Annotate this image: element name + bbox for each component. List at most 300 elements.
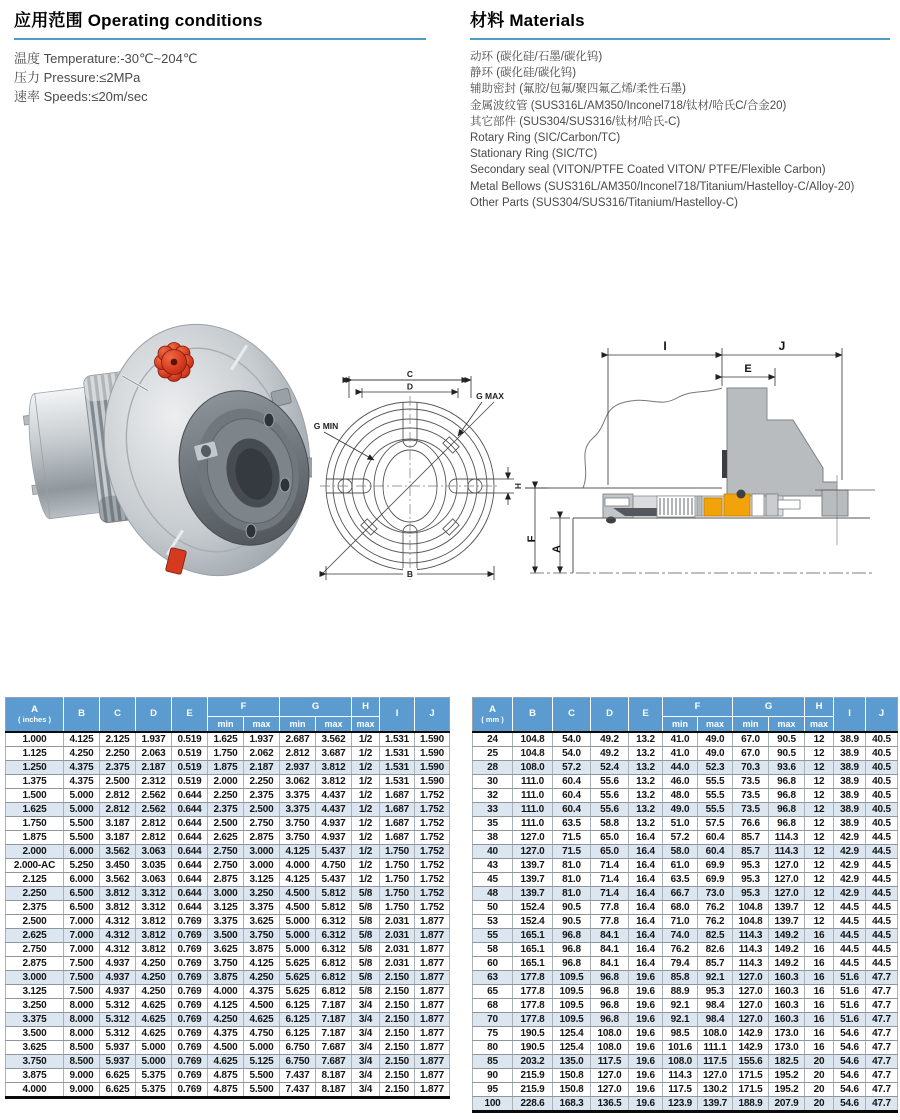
dimension-cell: 2.625: [6, 929, 64, 943]
dimension-cell: 4.250: [64, 747, 100, 761]
dimension-cell: 40.5: [866, 761, 898, 775]
dim-label-e: E: [744, 363, 752, 375]
col-header-a-unit: ( mm ): [481, 714, 504, 724]
table-row: [6, 761, 450, 775]
mm-table: [472, 697, 898, 1113]
dimension-cell: 50: [473, 901, 513, 915]
dimension-cell: 52.3: [698, 761, 733, 775]
dimension-cell: 16: [805, 985, 834, 999]
dimension-cell: 168.3: [553, 1097, 591, 1112]
dimension-cell: 5.000: [280, 929, 316, 943]
dimension-cell: 5.937: [100, 1041, 136, 1055]
dimension-cell: 47.7: [866, 1083, 898, 1097]
dimension-cell: 19.6: [629, 1097, 663, 1112]
o-ring: [737, 490, 746, 499]
dimension-cell: 4.937: [316, 831, 352, 845]
dimension-cell: 69.9: [698, 859, 733, 873]
dimension-cell: 2.750: [244, 817, 280, 831]
dimension-cell: 40.5: [866, 803, 898, 817]
dimension-cell: 71.5: [553, 845, 591, 859]
dimension-cell: 165.1: [513, 943, 553, 957]
dimension-cell: 96.8: [591, 999, 629, 1013]
dimension-cell: 54.6: [834, 1055, 866, 1069]
dimension-cell: 127.0: [733, 999, 769, 1013]
dimension-cell: 2.062: [244, 747, 280, 761]
dimension-cell: 96.8: [769, 775, 805, 789]
dimension-cell: 160.3: [769, 1013, 805, 1027]
section-divider: [470, 38, 890, 40]
dimension-cell: 35: [473, 817, 513, 831]
dimension-cell: 215.9: [513, 1083, 553, 1097]
dimension-cell: 1.590: [415, 761, 450, 775]
dimension-cell: 2.812: [100, 789, 136, 803]
dimension-cell: 2.150: [380, 971, 415, 985]
dimension-cell: 60.4: [698, 831, 733, 845]
dimension-cell: 47.7: [866, 985, 898, 999]
dimension-cell: 25: [473, 747, 513, 761]
dimension-cell: 108.0: [698, 1027, 733, 1041]
dimension-cell: 4.937: [100, 971, 136, 985]
dimension-cell: 47.7: [866, 1097, 898, 1112]
dimension-cell: 4.250: [208, 1013, 244, 1027]
dimension-cell: 188.9: [733, 1097, 769, 1112]
dimension-cell: 7.000: [64, 943, 100, 957]
dimension-cell: 2.750: [6, 943, 64, 957]
dimension-cell: 4.625: [136, 1013, 172, 1027]
dimension-cell: 4.937: [100, 985, 136, 999]
col-subheader-h-max: max: [805, 717, 834, 733]
dimension-cell: 44.5: [866, 901, 898, 915]
dimension-cell: 0.644: [172, 901, 208, 915]
dimension-cell: 0.644: [172, 887, 208, 901]
dimension-cell: 7.437: [280, 1083, 316, 1098]
dimension-cell: 1.000: [6, 732, 64, 747]
dimension-cell: 19.6: [629, 1027, 663, 1041]
stuffing-box-wall: [727, 388, 837, 496]
dimension-cell: 13.2: [629, 747, 663, 761]
dimension-cell: 123.9: [663, 1097, 698, 1112]
dimension-cell: 49.0: [698, 732, 733, 747]
dimension-cell: 0.769: [172, 1083, 208, 1098]
dimension-cell: 19.6: [629, 1083, 663, 1097]
dimension-cell: 0.769: [172, 929, 208, 943]
dimension-cell: 3.035: [136, 859, 172, 873]
table-row: [6, 1013, 450, 1027]
dimension-cell: 3/4: [352, 1013, 380, 1027]
dimension-cell: 5.000: [280, 943, 316, 957]
col-header-i: I: [380, 698, 415, 733]
dimension-cell: 3.312: [136, 901, 172, 915]
dimension-cell: 3.312: [136, 887, 172, 901]
dimension-cell: 1/2: [352, 859, 380, 873]
dimension-cell: 190.5: [513, 1041, 553, 1055]
dimension-cell: 1.750: [380, 887, 415, 901]
dimension-cell: 1/2: [352, 831, 380, 845]
table-row: [6, 887, 450, 901]
table-row: [473, 1013, 898, 1027]
dimension-cell: 12: [805, 761, 834, 775]
dimension-cell: 38.9: [834, 803, 866, 817]
dimension-cell: 90.5: [553, 915, 591, 929]
table-row: [473, 789, 898, 803]
dimension-cell: 4.937: [100, 957, 136, 971]
dimension-cell: 0.769: [172, 1069, 208, 1083]
dimension-cell: 98.4: [698, 1013, 733, 1027]
dim-label-c: C: [406, 369, 414, 379]
dimension-cell: 1.687: [380, 803, 415, 817]
dimension-cell: 2.312: [136, 775, 172, 789]
col-header-d: D: [591, 698, 629, 733]
col-subheader-f-min: min: [663, 717, 698, 733]
dimension-cell: 1/2: [352, 873, 380, 887]
dimension-cell: 77.8: [591, 901, 629, 915]
dimension-cell: 49.2: [591, 732, 629, 747]
dimension-cell: 44.0: [663, 761, 698, 775]
dimension-cell: 3.500: [208, 929, 244, 943]
material-line: Rotary Ring (SIC/Carbon/TC): [470, 132, 621, 145]
dimension-cell: 40.5: [866, 747, 898, 761]
dimension-cell: 16.4: [629, 873, 663, 887]
housing-outline: [525, 388, 875, 545]
dimension-cell: 109.5: [553, 971, 591, 985]
dimension-cell: 40.5: [866, 775, 898, 789]
dimension-cell: 3.750: [244, 929, 280, 943]
dimension-cell: 76.2: [698, 915, 733, 929]
dimension-cell: 47.7: [866, 1027, 898, 1041]
dimension-cell: 1.877: [415, 1083, 450, 1098]
material-line: 静环 (碳化硅/碳化钨): [470, 67, 577, 80]
dimension-cell: 84.1: [591, 929, 629, 943]
dimension-cell: 3.375: [280, 803, 316, 817]
dimension-cell: 4.250: [136, 971, 172, 985]
dimension-cell: 6.125: [280, 999, 316, 1013]
dim-label-i: I: [663, 339, 667, 353]
dimension-cell: 32: [473, 789, 513, 803]
dimension-cell: 85: [473, 1055, 513, 1069]
dimension-cell: 109.5: [553, 999, 591, 1013]
dimension-cell: 1.877: [415, 1069, 450, 1083]
dimension-cell: 73.0: [698, 887, 733, 901]
dimension-cell: 2.500: [244, 803, 280, 817]
dimension-cell: 12: [805, 803, 834, 817]
dimension-cell: 111.0: [513, 803, 553, 817]
dimension-cell: 0.519: [172, 732, 208, 747]
metal-bellows: [657, 496, 695, 517]
table-row: [6, 732, 450, 747]
dimension-cell: 4.750: [244, 1027, 280, 1041]
dimension-cell: 7.187: [316, 1013, 352, 1027]
dimension-cell: 95.3: [733, 873, 769, 887]
dimension-cell: 12: [805, 747, 834, 761]
table-row: [473, 971, 898, 985]
dimension-cell: 96.8: [769, 789, 805, 803]
shaft: [530, 518, 875, 573]
dimension-cell: 1/2: [352, 817, 380, 831]
dimension-cell: 3.063: [136, 873, 172, 887]
dimension-cell: 171.5: [733, 1083, 769, 1097]
dimension-cell: 139.7: [513, 859, 553, 873]
dimension-cell: 20: [805, 1083, 834, 1097]
dimension-cell: 5.812: [316, 887, 352, 901]
dimension-cell: 5.312: [100, 1013, 136, 1027]
dimension-cell: 44.5: [866, 943, 898, 957]
dimension-cell: 5.312: [100, 1027, 136, 1041]
dimension-cell: 82.5: [698, 929, 733, 943]
set-screw: [605, 498, 629, 506]
dimension-cell: 3.750: [6, 1055, 64, 1069]
dimension-cell: 6.750: [280, 1041, 316, 1055]
dimension-cell: 41.0: [663, 747, 698, 761]
dimension-cell: 12: [805, 732, 834, 747]
dimension-cell: 207.9: [769, 1097, 805, 1112]
dimension-cell: 5.125: [244, 1055, 280, 1069]
dimension-cell: 4.250: [136, 985, 172, 999]
table-row: [473, 957, 898, 971]
dimension-cell: 3.750: [208, 957, 244, 971]
dimension-cell: 2.937: [280, 761, 316, 775]
dimension-cell: 6.812: [316, 971, 352, 985]
dimension-cell: 1/2: [352, 732, 380, 747]
dimension-cell: 20: [805, 1097, 834, 1112]
dimension-cell: 2.750: [208, 845, 244, 859]
seal-product-photo: [22, 300, 312, 597]
dimension-cell: 95: [473, 1083, 513, 1097]
dimension-cell: 155.6: [733, 1055, 769, 1069]
material-line: Secondary seal (VITON/PTFE Coated VITON/ PTFE/Flexible Carbon): [470, 164, 826, 177]
dimension-cell: 150.8: [553, 1083, 591, 1097]
dimension-cell: 8.000: [64, 1013, 100, 1027]
dimension-cell: 55.5: [698, 789, 733, 803]
dimension-cell: 1.125: [6, 747, 64, 761]
dimension-cell: 177.8: [513, 1013, 553, 1027]
dimension-cell: 3.250: [6, 999, 64, 1013]
mechanical-seal-photo-illustration: [22, 300, 312, 592]
dimension-cell: 6.500: [64, 887, 100, 901]
dimension-table-inches: [5, 697, 449, 1099]
dimension-cell: 104.8: [733, 915, 769, 929]
dimension-cell: 96.8: [769, 803, 805, 817]
dimension-cell: 96.8: [553, 957, 591, 971]
dimension-cell: 2.375: [244, 789, 280, 803]
dimension-cell: 4.500: [280, 887, 316, 901]
dimension-cell: 1/2: [352, 747, 380, 761]
table-row: [473, 845, 898, 859]
dimension-table-mm: [472, 697, 897, 1113]
inches-table-body: [6, 732, 450, 1098]
dimension-cell: 2.150: [380, 985, 415, 999]
dimension-cell: 3.375: [6, 1013, 64, 1027]
dimension-cell: 16: [805, 943, 834, 957]
dimension-cell: 81.0: [553, 887, 591, 901]
dimension-cell: 16: [805, 1027, 834, 1041]
dim-label-f: F: [526, 535, 538, 543]
dimension-cell: 5.437: [316, 873, 352, 887]
dimension-cell: 90.5: [769, 732, 805, 747]
dimension-cell: 13.2: [629, 775, 663, 789]
col-header-a-symbol: A: [31, 703, 38, 715]
dimension-cell: 19.6: [629, 985, 663, 999]
dimension-cell: 3/4: [352, 1083, 380, 1098]
dimension-cell: 7.500: [64, 957, 100, 971]
dimension-cell: 12: [805, 901, 834, 915]
dimension-cell: 5.000: [64, 789, 100, 803]
dimension-cell: 5.625: [280, 957, 316, 971]
dimension-cell: 6.125: [280, 1027, 316, 1041]
dimension-cell: 2.150: [380, 1069, 415, 1083]
dimension-cell: 0.644: [172, 803, 208, 817]
dimension-cell: 6.812: [316, 985, 352, 999]
col-header-a: [473, 698, 513, 733]
dimension-cell: 1.877: [415, 943, 450, 957]
col-header-d: D: [136, 698, 172, 733]
dim-label-a: A: [551, 545, 563, 553]
dimension-cell: 2.875: [208, 873, 244, 887]
dimension-cell: 40.5: [866, 789, 898, 803]
dimension-cell: 127.0: [733, 971, 769, 985]
dimension-cell: 2.150: [380, 1013, 415, 1027]
dimension-cell: 7.687: [316, 1041, 352, 1055]
dimension-cell: 6.625: [100, 1083, 136, 1098]
dimension-cell: 51.6: [834, 985, 866, 999]
dimension-cell: 5.000: [280, 915, 316, 929]
dimension-cell: 44.5: [866, 929, 898, 943]
dimension-cell: 0.519: [172, 775, 208, 789]
dimension-cell: 0.769: [172, 1055, 208, 1069]
dimension-cell: 1.750: [380, 859, 415, 873]
dimension-cell: 1.875: [208, 761, 244, 775]
inches-table-header: [6, 698, 450, 733]
dimension-cell: 6.812: [316, 957, 352, 971]
dimension-cell: 2.125: [100, 732, 136, 747]
dimension-cell: 19.6: [629, 971, 663, 985]
dimension-cell: 54.6: [834, 1069, 866, 1083]
dimension-cell: 108.0: [513, 761, 553, 775]
dimension-cell: 6.500: [64, 901, 100, 915]
dimension-cell: 4.375: [208, 1027, 244, 1041]
dimension-cell: 12: [805, 817, 834, 831]
dimension-cell: 19.6: [629, 1069, 663, 1083]
dimension-cell: 71.4: [591, 859, 629, 873]
dimension-cell: 1.877: [415, 1055, 450, 1069]
dimension-cell: 67.0: [733, 747, 769, 761]
dimension-cell: 2.500: [100, 775, 136, 789]
dimension-cell: 7.187: [316, 999, 352, 1013]
table-row: [473, 1097, 898, 1112]
dimension-cell: 69.9: [698, 873, 733, 887]
dimension-cell: 3.000: [244, 845, 280, 859]
dimension-cell: 4.937: [316, 817, 352, 831]
dimension-cell: 16: [805, 1013, 834, 1027]
dimension-cell: 51.6: [834, 999, 866, 1013]
dimension-cell: 127.0: [769, 873, 805, 887]
dimension-cell: 47.7: [866, 1069, 898, 1083]
dimension-cell: 4.875: [208, 1069, 244, 1083]
dimension-cell: 1.875: [6, 831, 64, 845]
dimension-cell: 3.812: [136, 929, 172, 943]
dimension-cell: 127.0: [513, 831, 553, 845]
dimension-cell: 2.150: [380, 999, 415, 1013]
dimension-cell: 74.0: [663, 929, 698, 943]
dimension-cell: 149.2: [769, 943, 805, 957]
dimension-cell: 3.812: [136, 943, 172, 957]
dimension-cell: 127.0: [769, 887, 805, 901]
col-header-h: H: [805, 698, 834, 717]
dimension-cell: 4.000: [280, 859, 316, 873]
material-line: Stationary Ring (SIC/TC): [470, 148, 598, 161]
dimension-cell: 1.750: [380, 901, 415, 915]
dimension-cell: 2.812: [136, 831, 172, 845]
dimension-cell: 42.9: [834, 845, 866, 859]
dimension-cell: 5.625: [280, 985, 316, 999]
dimension-cell: 177.8: [513, 971, 553, 985]
material-line: 其它部件 (SUS304/SUS316/钛材/哈氏-C): [470, 115, 681, 128]
dimension-cell: 2.812: [280, 747, 316, 761]
dimension-cell: 125.4: [553, 1041, 591, 1055]
dimension-cell: 1.590: [415, 747, 450, 761]
dimension-cell: 5.000: [136, 1041, 172, 1055]
col-header-a: [6, 698, 64, 733]
dimension-cell: 160.3: [769, 999, 805, 1013]
col-subheader-f-min: min: [208, 717, 244, 733]
dimension-cell: 71.0: [663, 915, 698, 929]
col-header-h: H: [352, 698, 380, 717]
dimension-cell: 1.750: [380, 873, 415, 887]
dimension-cell: 84.1: [591, 957, 629, 971]
dimension-cell: 3.562: [316, 732, 352, 747]
dimension-cell: 3/4: [352, 1041, 380, 1055]
col-header-e: E: [629, 698, 663, 733]
dimension-cell: 3.750: [280, 817, 316, 831]
dimension-cell: 73.5: [733, 789, 769, 803]
dimension-cell: 5.500: [244, 1083, 280, 1098]
dimension-cell: 70.3: [733, 761, 769, 775]
dimension-cell: 3.063: [136, 845, 172, 859]
dimension-cell: 5/8: [352, 943, 380, 957]
table-row: [6, 873, 450, 887]
dimension-cell: 96.8: [769, 817, 805, 831]
dimension-cell: 12: [805, 831, 834, 845]
dimension-cell: 63.5: [663, 873, 698, 887]
dimension-cell: 8.500: [64, 1041, 100, 1055]
col-header-j: J: [415, 698, 450, 733]
dimension-cell: 38.9: [834, 775, 866, 789]
dimension-cell: 42.9: [834, 859, 866, 873]
dimension-cell: 149.2: [769, 957, 805, 971]
dimension-cell: 3/4: [352, 1055, 380, 1069]
dimension-cell: 90.5: [769, 747, 805, 761]
dimension-cell: 127.0: [769, 859, 805, 873]
dimension-cell: 6.625: [100, 1069, 136, 1083]
dimension-cell: 2.063: [136, 747, 172, 761]
dimension-cell: 44.5: [866, 859, 898, 873]
dimension-cell: 46.0: [663, 775, 698, 789]
dim-label-d: D: [406, 381, 414, 392]
dimension-cell: 54.6: [834, 1041, 866, 1055]
dimension-cell: 1.531: [380, 761, 415, 775]
dimension-cell: 127.0: [698, 1069, 733, 1083]
dimension-cell: 3.187: [100, 817, 136, 831]
dimension-cell: 65.0: [591, 831, 629, 845]
dimension-cell: 1.877: [415, 971, 450, 985]
dimension-cell: 127.0: [591, 1069, 629, 1083]
dimension-cell: 3.125: [6, 985, 64, 999]
front-view-diagram: [312, 336, 532, 606]
dimension-cell: 4.312: [100, 915, 136, 929]
materials-section: [470, 6, 890, 211]
dimension-cell: 53: [473, 915, 513, 929]
dimension-cell: 38.9: [834, 817, 866, 831]
dimension-cell: 44.5: [834, 915, 866, 929]
